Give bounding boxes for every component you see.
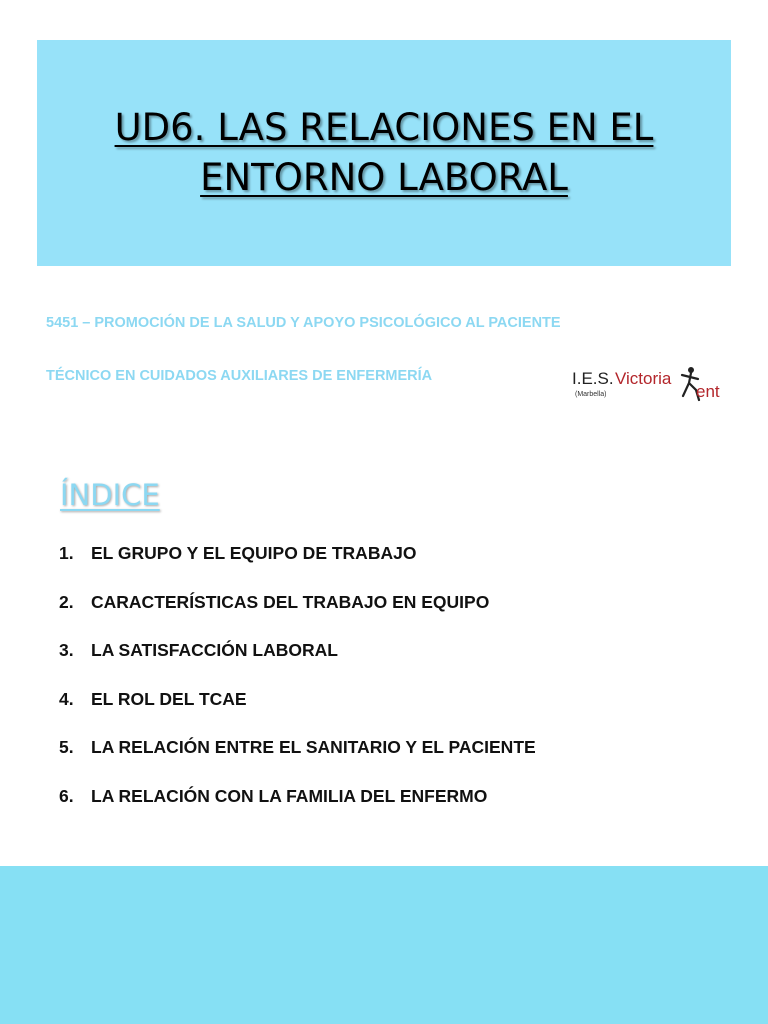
footer-band <box>0 866 768 1024</box>
index-item-number: 2. <box>59 591 74 612</box>
course-subtitle: TÉCNICO EN CUIDADOS AUXILIARES DE ENFERMERÍA <box>46 368 433 384</box>
title-box <box>37 40 731 266</box>
index-item-number: 6. <box>59 785 74 806</box>
index-item-2 <box>59 592 536 641</box>
index-item-label: LA RELACIÓN CON LA FAMILIA DEL ENFERMO <box>91 785 488 806</box>
index-item-number: 4. <box>59 688 74 709</box>
module-subtitle: 5451 – PROMOCIÓN DE LA SALUD Y APOYO PSICOLÓGICO AL PACIENTE <box>46 315 561 331</box>
slide-title-line1: UD6. LAS RELACIONES EN EL <box>114 106 654 149</box>
index-item-5 <box>59 737 536 786</box>
index-item-number: 5. <box>59 737 74 757</box>
index-item-4 <box>59 689 536 738</box>
slide-title-line2: ENTORNO LABORAL <box>200 156 568 199</box>
index-item-label: LA SATISFACCIÓN LABORAL <box>91 640 338 660</box>
index-item-3 <box>59 640 536 689</box>
logo-ies-text: I.E.S. <box>572 369 614 388</box>
slide-title <box>115 103 654 203</box>
index-item-number: 1. <box>59 543 74 563</box>
index-item-number: 3. <box>59 640 74 660</box>
logo-kent-text: ent <box>696 382 720 401</box>
school-logo <box>572 366 732 406</box>
logo-victoria-text: Victoria <box>615 369 672 388</box>
index-item-6 <box>59 786 536 835</box>
index-item-label: EL GRUPO Y EL EQUIPO DE TRABAJO <box>91 543 417 563</box>
index-list <box>59 543 536 834</box>
index-item-label: EL ROL DEL TCAE <box>91 688 247 709</box>
index-heading: ÍNDICE <box>60 478 160 512</box>
index-item-1 <box>59 543 536 592</box>
index-item-label: CARACTERÍSTICAS DEL TRABAJO EN EQUIPO <box>91 591 490 612</box>
index-item-label: LA RELACIÓN ENTRE EL SANITARIO Y EL PACIENTE <box>91 737 536 757</box>
logo-location-text: (Marbella) <box>575 391 607 398</box>
